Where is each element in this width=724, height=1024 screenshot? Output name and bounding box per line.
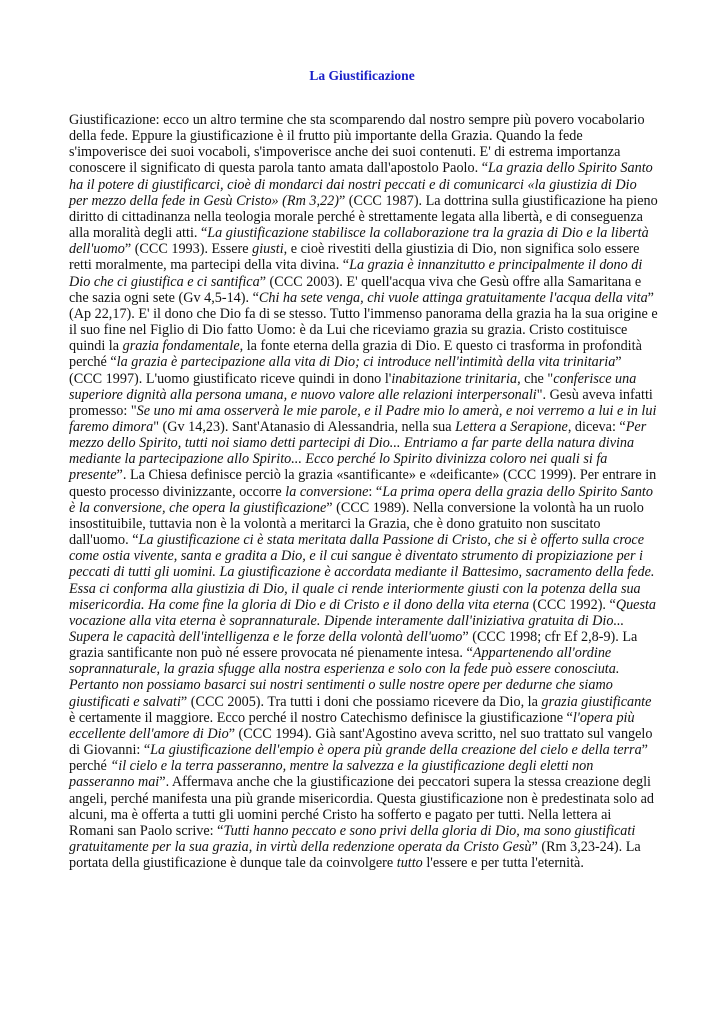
italic-text-run: giusti bbox=[252, 241, 284, 258]
text-run: ” (CCC 1998; cfr Ef 2,8-9). La grazia santificante non può né essere provocata né pienamente intesa. “ bbox=[69, 629, 638, 662]
text-run: , la fonte eterna della grazia di Dio. E questo ci trasforma in profondità perché “ bbox=[69, 338, 642, 371]
text-run: ” (CCC 2005). Tra tutti i doni che possiamo ricevere da Dio, la bbox=[180, 693, 542, 710]
text-run: ” (CCC 1997). L'uomo giustificato riceve quindi in dono l' bbox=[69, 354, 622, 387]
text-run: ” (CCC 1993). Essere bbox=[124, 241, 253, 258]
page-title: La Giustificazione bbox=[309, 68, 415, 83]
text-run: l'essere e per tutta l'eternità. bbox=[422, 855, 584, 872]
italic-text-run: “il cielo e la terra passeranno, mentre la salvezza e la giustificazione degli eletti non passeranno mai bbox=[69, 758, 594, 791]
text-run: ” (Ap 22,17). E' il dono che Dio fa di se stesso. Tutto l'immenso panorama della grazia ha la sua origine e il suo fine nel Figlio di Dio fatto Uomo: è da Lui che riceviamo grazia su grazia. Cristo costituisce quindi la bbox=[69, 289, 658, 355]
text-run: ” (CCC 1987). La dottrina sulla giustificazione ha pieno diritto di cittadinanza nella teologia morale perché è strettamente legata alla libertà, e di conseguenza alla moralità degli atti. “ bbox=[69, 192, 658, 242]
text-run: ”. La Chiesa definisce perciò la grazia «santificante» e «deificante» (CCC 1999). Per entrare in questo processo divinizzante, occorre bbox=[69, 467, 657, 500]
italic-text-run: Lettera a Serapione bbox=[455, 418, 568, 435]
text-run: (CCC 1992). “ bbox=[529, 596, 616, 613]
text-run: ” (Rm 3,23-24). La portata della giustificazione è dunque tale da coinvolgere bbox=[69, 839, 641, 872]
italic-text-run: inabitazione trinitaria bbox=[391, 370, 518, 387]
text-run: ” (CCC 2003). E' quell'acqua viva che Gesù offre alla Samaritana e che sazia ogni sete (Gv 4,5-14). “ bbox=[69, 273, 642, 306]
italic-text-run: La prima opera della grazia dello Spirito Santo è la conversione, che opera la giustificazione bbox=[69, 483, 653, 516]
italic-text-run: La giustificazione dell'empio è opera più grande della creazione del cielo e della terra bbox=[150, 742, 642, 759]
text-run: Giustificazione: ecco un altro termine che sta scomparendo dal nostro sempre più povero vocabolario della fede. Eppure la giustificazione è il frutto più importante della Grazia. Quando la fede s'impoverisce dei suoi vocaboli, s'impoverisce anche dei suoi contenuti. E' di estrema importanza conoscere il significato di questa parola tanto amata dall'apostolo Paolo. “ bbox=[69, 112, 645, 177]
italic-text-run: La giustificazione stabilisce la collaborazione tra la grazia di Dio e la libertà dell'uomo bbox=[69, 225, 649, 258]
italic-text-run: La giustificazione ci è stata meritata dalla Passione di Cristo, che si è offerto sulla croce come ostia vivente, santa e gradita a Dio, e il cui sangue è diventato strumento di propiziazione per i peccati di tutti gli uomini. La giustificazione è accordata mediante il Battesimo, sacramento della fede. Essa ci conforma alla giustizia di Dio, il quale ci rende interiormente giusti con la potenza della sua misericordia. Ha come fine la gloria di Dio e di Cristo e il dono della vita eterna bbox=[69, 532, 655, 613]
text-run: ” perché bbox=[69, 742, 648, 775]
italic-text-run: La grazia dello Spirito Santo ha il potere di giustificarci, cioè di mondarci dai nostri peccati e di comunicarci «la giustizia di Dio per mezzo della fede in Gesù Cristo» (Rm 3,22) bbox=[69, 160, 653, 209]
italic-text-run: Se uno mi ama osserverà le mie parole, e il Padre mio lo amerà, e noi verremo a lui e in lui faremo dimora bbox=[69, 402, 657, 435]
text-run: : “ bbox=[368, 483, 383, 500]
italic-text-run: conferisce una superiore dignità alla persona umana, e nuovo valore alle relazioni interpersonali bbox=[69, 370, 637, 403]
italic-text-run: Tutti hanno peccato e sono privi della gloria di Dio, ma sono giustificati gratuitamente per la sua grazia, in virtù della redenzione operata da Cristo Gesù bbox=[69, 822, 636, 856]
italic-text-run: l'opera più eccellente dell'amore di Dio bbox=[69, 709, 635, 742]
text-run: , che " bbox=[517, 370, 554, 387]
body-paragraph bbox=[69, 112, 658, 871]
text-run: , e cioè rivestiti della giustizia di Dio, non significa solo essere retti moralmente, ma partecipi della vita divina. “ bbox=[69, 241, 640, 274]
text-run: ”. Affermava anche che la giustificazione dei peccatori supera la stessa creazione degli angeli, perché manifesta una più grande misericordia. Questa giustificazione non è predestinata solo ad alcuni, ma è offerta a tutti gli uomini perché Cristo ha sofferto e pagato per tutti. Nella lettera ai Romani san Paolo scrive: “ bbox=[69, 774, 655, 839]
italic-text-run: la conversione bbox=[285, 483, 369, 500]
italic-text-run: tutto bbox=[396, 855, 423, 872]
italic-text-run: Chi ha sete venga, chi vuole attinga gratuitamente l'acqua della vita bbox=[258, 289, 648, 306]
italic-text-run: Questa vocazione alla vita eterna è soprannaturale. Dipende interamente dall'iniziativa gratuita di Dio... Supera le capacità dell'intelligenza e le forze della volontà dell'uomo bbox=[69, 596, 657, 645]
italic-text-run: grazia fondamentale bbox=[122, 338, 240, 355]
text-run: ". Gesù aveva infatti promesso: " bbox=[69, 386, 653, 419]
italic-text-run: Per mezzo dello Spirito, tutti noi siamo detti partecipi di Dio... Entriamo a far parte della natura divina mediante la partecipazione allo Spirito... Ecco perché lo Spirito divinizza coloro nei quali si fa presente bbox=[69, 418, 647, 484]
italic-text-run: la grazia è partecipazione alla vita di Dio; ci introduce nell'intimità della vita trinitaria bbox=[116, 354, 616, 371]
text-run: " (Gv 14,23). Sant'Atanasio di Alessandria, nella sua bbox=[153, 418, 456, 435]
italic-text-run: La grazia è innanzitutto e principalmente il dono di Dio che ci giustifica e ci santifica bbox=[69, 257, 643, 290]
text-run: ” (CCC 1994). Già sant'Agostino aveva scritto, nel suo trattato sul vangelo di Giovanni: “ bbox=[69, 725, 653, 759]
text-run: ” (CCC 1989). Nella conversione la volontà ha un ruolo insostituibile, tuttavia non è la volontà a meritarci la Grazia, che è dono gratuito non suscitato dall'uomo. “ bbox=[69, 499, 644, 549]
text-run: è certamente il maggiore. Ecco perché il nostro Catechismo definisce la giustificazione “ bbox=[69, 709, 573, 726]
text-run: , diceva: “ bbox=[567, 418, 626, 435]
italic-text-run: grazia giustificante bbox=[541, 693, 652, 710]
italic-text-run: Appartenendo all'ordine soprannaturale, la grazia sfugge alla nostra esperienza e solo con la fede può essere conosciuta. Pertanto non possiamo basarci sui nostri sentimenti o sulle nostre opere per dedurne che siamo giustificati e salvati bbox=[69, 645, 620, 710]
